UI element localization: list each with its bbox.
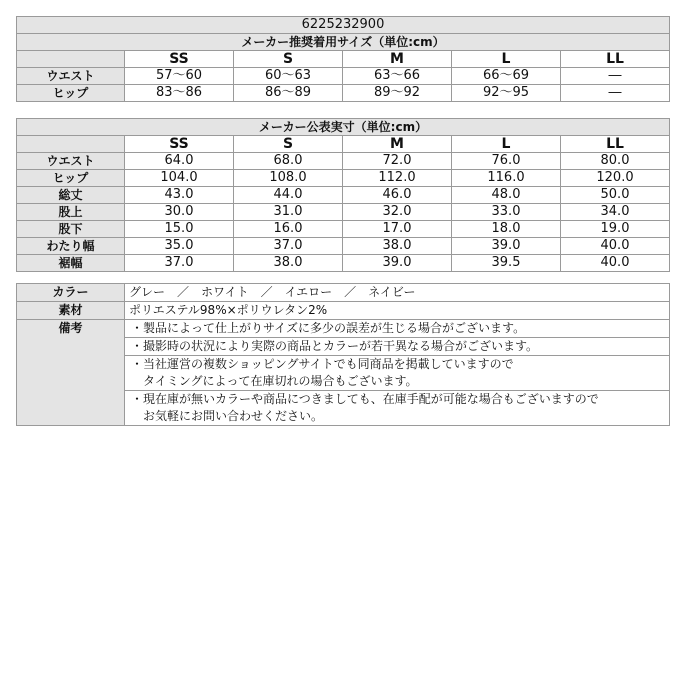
cell: 66～69 — [452, 68, 561, 85]
note-item — [125, 356, 670, 391]
cell: ― — [561, 85, 670, 102]
table-row — [17, 85, 670, 102]
cell: 68.0 — [234, 153, 343, 170]
cell: 35.0 — [125, 238, 234, 255]
row-label: ヒップ — [17, 85, 125, 102]
size-header: M — [343, 51, 452, 68]
cell: 108.0 — [234, 170, 343, 187]
size-header: LL — [561, 136, 670, 153]
cell: 48.0 — [452, 187, 561, 204]
table-row — [17, 68, 670, 85]
cell: 16.0 — [234, 221, 343, 238]
size-header-row — [17, 136, 670, 153]
cell: 63～66 — [343, 68, 452, 85]
recommended-title: メーカー推奨着用サイズ（単位:cm） — [17, 34, 670, 51]
color-value: グレー ／ ホワイト ／ イエロー ／ ネイビー — [125, 284, 670, 302]
cell: 80.0 — [561, 153, 670, 170]
row-label: ヒップ — [17, 170, 125, 187]
cell: 17.0 — [343, 221, 452, 238]
size-header: L — [452, 51, 561, 68]
product-code: 6225232900 — [17, 17, 670, 34]
recommended-size-table — [16, 16, 670, 102]
cell: 72.0 — [343, 153, 452, 170]
cell: 39.0 — [343, 255, 452, 272]
cell: 104.0 — [125, 170, 234, 187]
color-label: カラー — [17, 284, 125, 302]
row-label: ウエスト — [17, 153, 125, 170]
cell: 19.0 — [561, 221, 670, 238]
table-row — [17, 221, 670, 238]
cell: 86～89 — [234, 85, 343, 102]
note-line: ・現在庫が無いカラーや商品につきましても、在庫手配が可能な場合もございますので — [131, 392, 599, 406]
table-row — [17, 153, 670, 170]
size-header-row — [17, 51, 670, 68]
size-header: SS — [125, 51, 234, 68]
cell: 120.0 — [561, 170, 670, 187]
cell: 50.0 — [561, 187, 670, 204]
cell: 76.0 — [452, 153, 561, 170]
product-info-table — [16, 283, 670, 426]
note-line: ・製品によって仕上がりサイズに多少の誤差が生じる場合がございます。 — [131, 321, 526, 335]
measured-title: メーカー公表実寸（単位:cm） — [17, 119, 670, 136]
cell: 112.0 — [343, 170, 452, 187]
note-item — [125, 391, 670, 426]
size-header: S — [234, 51, 343, 68]
table-row — [17, 204, 670, 221]
cell: 15.0 — [125, 221, 234, 238]
cell: ― — [561, 68, 670, 85]
table-row — [17, 187, 670, 204]
notes-label: 備考 — [17, 320, 125, 426]
cell: 39.5 — [452, 255, 561, 272]
size-header: SS — [125, 136, 234, 153]
corner-cell — [17, 136, 125, 153]
material-value: ポリエステル98%×ポリウレタン2% — [125, 302, 670, 320]
cell: 116.0 — [452, 170, 561, 187]
table-row — [17, 255, 670, 272]
cell: 31.0 — [234, 204, 343, 221]
cell: 38.0 — [234, 255, 343, 272]
cell: 18.0 — [452, 221, 561, 238]
table-row — [17, 238, 670, 255]
measured-size-table — [16, 118, 670, 272]
cell: 40.0 — [561, 238, 670, 255]
row-label: 裾幅 — [17, 255, 125, 272]
note-line: タイミングによって在庫切れの場合もございます。 — [131, 374, 418, 388]
row-label: 総丈 — [17, 187, 125, 204]
cell: 37.0 — [234, 238, 343, 255]
cell: 40.0 — [561, 255, 670, 272]
cell: 89～92 — [343, 85, 452, 102]
cell: 92～95 — [452, 85, 561, 102]
row-label: 股上 — [17, 204, 125, 221]
size-header: S — [234, 136, 343, 153]
size-header: LL — [561, 51, 670, 68]
material-label: 素材 — [17, 302, 125, 320]
note-line: ・撮影時の状況により実際の商品とカラーが若干異なる場合がございます。 — [131, 339, 539, 353]
cell: 46.0 — [343, 187, 452, 204]
cell: 30.0 — [125, 204, 234, 221]
cell: 43.0 — [125, 187, 234, 204]
color-row — [17, 284, 670, 302]
cell: 57～60 — [125, 68, 234, 85]
notes-row — [17, 320, 670, 338]
row-label: ウエスト — [17, 68, 125, 85]
note-line: ・当社運営の複数ショッピングサイトでも同商品を掲載していますので — [131, 357, 514, 371]
size-header: M — [343, 136, 452, 153]
cell: 38.0 — [343, 238, 452, 255]
row-label: 股下 — [17, 221, 125, 238]
cell: 37.0 — [125, 255, 234, 272]
cell: 33.0 — [452, 204, 561, 221]
cell: 64.0 — [125, 153, 234, 170]
cell: 44.0 — [234, 187, 343, 204]
cell: 32.0 — [343, 204, 452, 221]
cell: 60～63 — [234, 68, 343, 85]
corner-cell — [17, 51, 125, 68]
material-row — [17, 302, 670, 320]
note-item — [125, 320, 670, 338]
cell: 34.0 — [561, 204, 670, 221]
note-item — [125, 338, 670, 356]
cell: 39.0 — [452, 238, 561, 255]
table-row — [17, 170, 670, 187]
size-header: L — [452, 136, 561, 153]
cell: 83～86 — [125, 85, 234, 102]
note-line: お気軽にお問い合わせください。 — [131, 409, 324, 423]
row-label: わたり幅 — [17, 238, 125, 255]
